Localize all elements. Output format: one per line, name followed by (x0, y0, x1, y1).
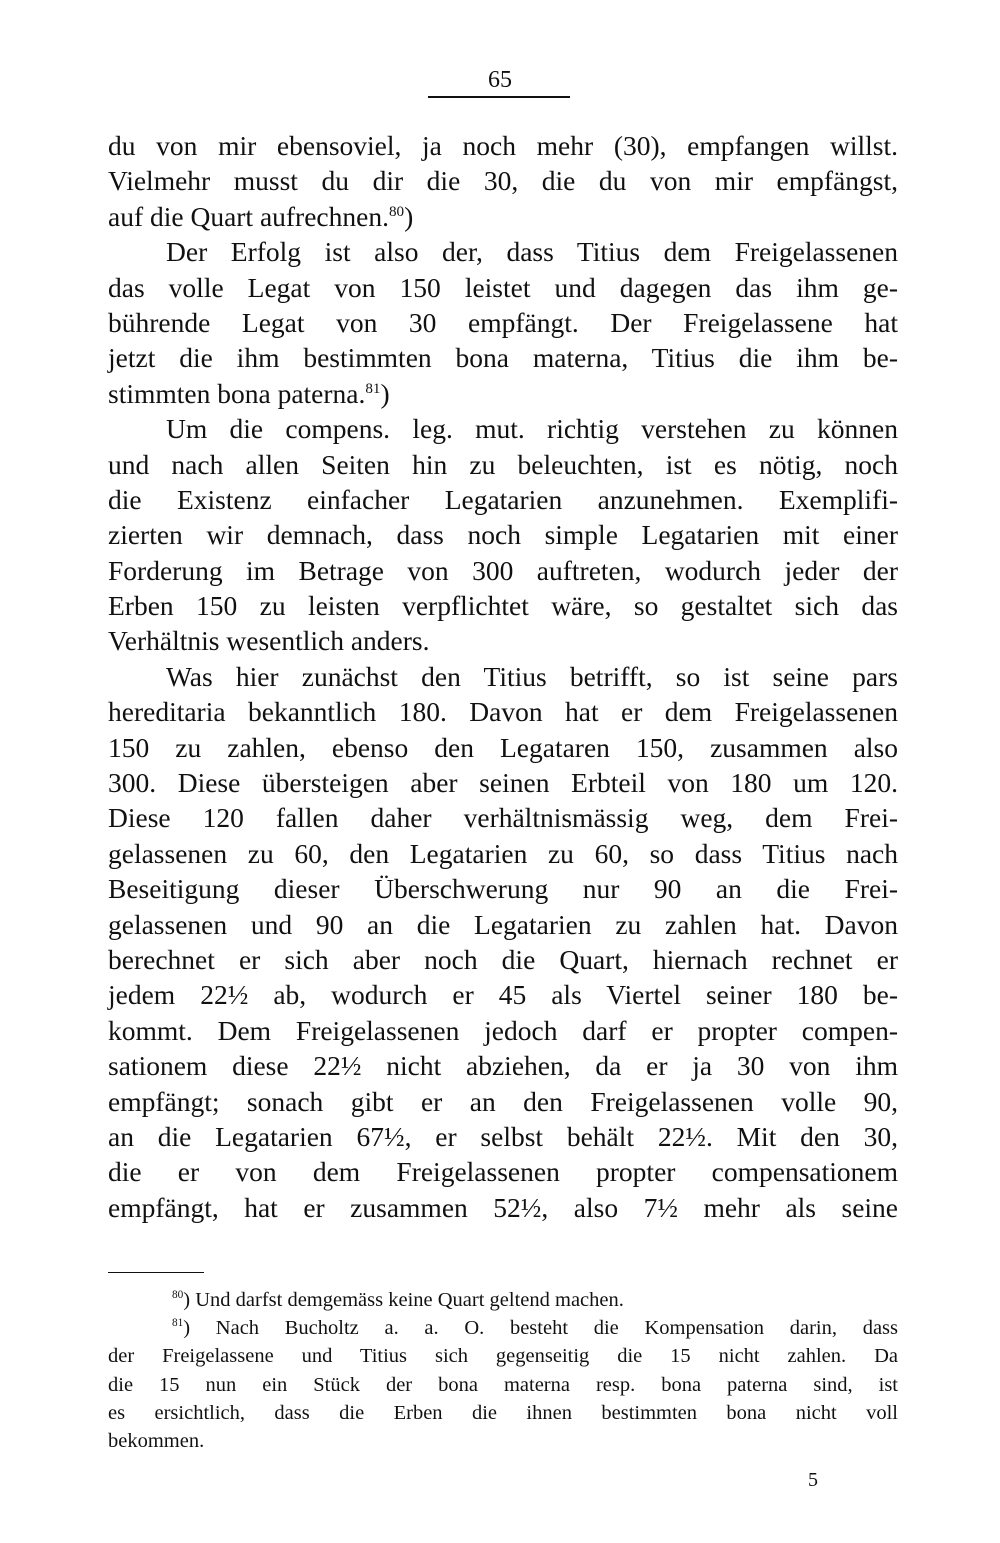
footnote-line: bekommen. (108, 1429, 205, 1452)
footnote-81 (108, 1314, 898, 1342)
page-number: 65 (488, 67, 512, 93)
text-line: Diese 120 fallen daher verhältnismässig weg, dem Frei- (108, 802, 898, 834)
footnote-line: die 15 nun ein Stück der bona materna resp. bona paterna sind, ist (108, 1373, 898, 1396)
footnotes (108, 1286, 898, 1455)
printer-signature: 5 (808, 1469, 818, 1491)
text-line (108, 376, 898, 411)
text-line: an die Legatarien 67½, er selbst behält 22½. Mit den 30, (108, 1120, 898, 1152)
footnote-text: Und darfst demgemäss keine Quart geltend machen. (195, 1289, 624, 1311)
text-line: 300. Diese übersteigen aber seinen Erbteil von 180 um 120. (108, 767, 898, 799)
text-line (108, 199, 898, 234)
footnote-ref-number: 80 (388, 203, 405, 220)
text-line: Was hier zunächst den Titius betrifft, so ist seine pars (166, 660, 898, 692)
text-line: Beseitigung dieser Überschwerung nur 90 an die Frei- (108, 873, 898, 905)
header-rule (428, 96, 570, 98)
footnote-line: es ersichtlich, dass die Erben die ihnen bestimmten bona nicht voll (108, 1401, 898, 1424)
footnote-marker-paren: ) (183, 1317, 191, 1340)
text-line: sationem diese 22½ nicht abziehen, da er ja 30 von ihm (108, 1050, 898, 1082)
main-text (108, 128, 898, 1225)
text-line: jetzt die ihm bestimmten bona materna, Titius die ihm be- (108, 342, 898, 374)
text-line: die er von dem Freigelassenen propter compensationem (108, 1156, 898, 1188)
text-line: hereditaria bekanntlich 180. Davon hat er dem Freigelassenen (108, 696, 898, 728)
footnote-marker: 81 (172, 1317, 184, 1330)
footnote-80 (108, 1286, 898, 1314)
footnote-text: Nach Bucholtz a. a. O. besteht die Kompensation darin, dass (215, 1317, 898, 1340)
footnote-ref-80 (389, 204, 404, 220)
text-line: 150 zu zahlen, ebenso den Legataren 150, zusammen also (108, 731, 898, 763)
text-line: das volle Legat von 150 leistet und dagegen das ihm ge- (108, 271, 898, 303)
footnote-ref-81 (365, 381, 380, 397)
footnote-ref-paren: ) (404, 200, 414, 232)
footnote-ref-number: 81 (365, 380, 381, 397)
text-line: berechnet er sich aber noch die Quart, hiernach rechnet er (108, 943, 898, 975)
text-line: bührende Legat von 30 empfängt. Der Freigelassene hat (108, 306, 898, 338)
text-line: gelassenen zu 60, den Legatarien zu 60, so dass Titius nach (108, 837, 898, 869)
footnote-rule (108, 1272, 204, 1273)
text-line: Forderung im Betrage von 300 auftreten, wodurch jeder der (108, 554, 898, 586)
text-line: Verhältnis wesentlich anders. (108, 625, 430, 657)
footnote-marker: 80 (172, 1289, 184, 1302)
text-line: jedem 22½ ab, wodurch er 45 als Viertel seiner 180 be- (108, 979, 898, 1011)
text-line: Erben 150 zu leisten verpflichtet wäre, so gestaltet sich das (108, 590, 898, 622)
text-line: du von mir ebensoviel, ja noch mehr (30), empfangen willst. (108, 130, 898, 161)
text-line: gelassenen und 90 an die Legatarien zu zahlen hat. Davon (108, 908, 898, 940)
text-line-content: stimmten bona paterna. (108, 377, 366, 409)
text-line: zierten wir demnach, dass noch simple Legatarien mit einer (108, 519, 898, 551)
text-line: empfängt; sonach gibt er an den Freigelassenen volle 90, (108, 1085, 898, 1117)
text-line: Der Erfolg ist also der, dass Titius dem Freigelassenen (166, 236, 898, 268)
text-line: empfängt, hat er zusammen 52½, also 7½ mehr als seine (108, 1191, 898, 1223)
text-line: und nach allen Seiten hin zu beleuchten, ist es nötig, noch (108, 448, 898, 480)
text-line: Um die compens. leg. mut. richtig verstehen zu können (166, 413, 898, 445)
footnote-marker-paren: ) (183, 1289, 191, 1311)
text-line: die Existenz einfacher Legatarien anzunehmen. Exemplifi- (108, 483, 898, 515)
footnote-line: der Freigelassene und Titius sich gegenseitig die 15 nicht zahlen. Da (108, 1345, 898, 1368)
text-line: Vielmehr musst du dir die 30, die du von mir empfängst, (108, 165, 898, 197)
text-line: kommt. Dem Freigelassenen jedoch darf er propter compen- (108, 1014, 898, 1046)
footnote-ref-paren: ) (380, 377, 390, 409)
text-line-content: auf die Quart aufrechnen. (108, 200, 389, 232)
